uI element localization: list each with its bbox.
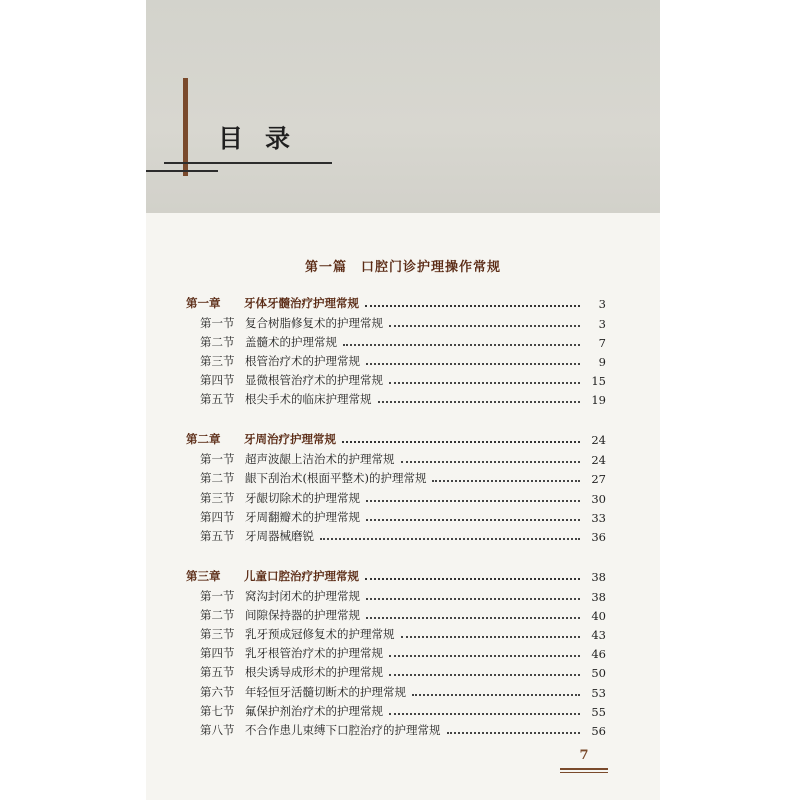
chapter-number: 第一章 bbox=[186, 296, 221, 310]
chapter-title: 牙体牙髓治疗护理常规 bbox=[244, 296, 359, 310]
page-ref: 43 bbox=[591, 628, 606, 642]
page-number-rule bbox=[560, 768, 608, 770]
section-number: 第三节 bbox=[200, 627, 235, 641]
section-title: 氟保护剂治疗术的护理常规 bbox=[245, 704, 383, 718]
chapter-number: 第二章 bbox=[186, 432, 221, 446]
chapter-title: 牙周治疗护理常规 bbox=[244, 432, 336, 446]
section-title: 间隙保持器的护理常规 bbox=[245, 608, 360, 622]
toc-section[interactable] bbox=[200, 606, 606, 623]
dot-leader bbox=[366, 363, 580, 365]
toc-section[interactable] bbox=[200, 333, 606, 350]
dot-leader bbox=[412, 694, 580, 696]
section-number: 第一节 bbox=[200, 452, 235, 466]
page-ref: 55 bbox=[591, 705, 606, 719]
section-number: 第五节 bbox=[200, 529, 235, 543]
toc-title: 目录 bbox=[218, 124, 313, 153]
section-title: 超声波龈上洁治术的护理常规 bbox=[245, 452, 395, 466]
toc-section[interactable] bbox=[200, 352, 606, 369]
page-ref: 15 bbox=[591, 374, 606, 388]
toc-section[interactable] bbox=[200, 587, 606, 604]
toc-section[interactable] bbox=[200, 314, 606, 331]
section-number: 第八节 bbox=[200, 723, 235, 737]
chapter-number: 第三章 bbox=[186, 569, 221, 583]
toc-section[interactable] bbox=[200, 489, 606, 506]
page-ref: 7 bbox=[598, 336, 606, 350]
toc-chapter-3[interactable] bbox=[186, 567, 606, 584]
page-ref: 9 bbox=[598, 355, 606, 369]
dot-leader bbox=[432, 480, 580, 482]
dot-leader bbox=[389, 674, 580, 676]
toc-section[interactable] bbox=[200, 683, 606, 700]
page-ref: 56 bbox=[591, 724, 606, 738]
dot-leader bbox=[365, 305, 580, 307]
section-number: 第二节 bbox=[200, 471, 235, 485]
dot-leader bbox=[366, 500, 580, 502]
page-ref: 30 bbox=[591, 492, 606, 506]
section-number: 第一节 bbox=[200, 316, 235, 330]
section-title: 盖髓术的护理常规 bbox=[245, 335, 337, 349]
section-number: 第二节 bbox=[200, 608, 235, 622]
section-title: 根管治疗术的护理常规 bbox=[245, 354, 360, 368]
toc-section[interactable] bbox=[200, 469, 606, 486]
dot-leader bbox=[366, 598, 580, 600]
section-title: 根尖诱导成形术的护理常规 bbox=[245, 665, 383, 679]
dot-leader bbox=[389, 713, 580, 715]
dot-leader bbox=[389, 325, 580, 327]
page-ref: 40 bbox=[591, 609, 606, 623]
header-band bbox=[146, 0, 660, 213]
section-number: 第四节 bbox=[200, 646, 235, 660]
toc-section[interactable] bbox=[200, 663, 606, 680]
title-rule-short bbox=[146, 170, 218, 172]
section-number: 第五节 bbox=[200, 392, 235, 406]
toc-section[interactable] bbox=[200, 644, 606, 661]
book-page bbox=[146, 0, 660, 800]
dot-leader bbox=[366, 617, 580, 619]
toc-section[interactable] bbox=[200, 702, 606, 719]
toc-chapter-1[interactable] bbox=[186, 294, 606, 311]
section-title: 牙周翻瓣术的护理常规 bbox=[245, 510, 360, 524]
section-title: 根尖手术的临床护理常规 bbox=[245, 392, 372, 406]
section-number: 第六节 bbox=[200, 685, 235, 699]
toc-section[interactable] bbox=[200, 721, 606, 738]
page-ref: 24 bbox=[591, 433, 606, 447]
section-title: 年轻恒牙活髓切断术的护理常规 bbox=[245, 685, 406, 699]
section-title: 显微根管治疗术的护理常规 bbox=[245, 373, 383, 387]
section-title: 不合作患儿束缚下口腔治疗的护理常规 bbox=[245, 723, 441, 737]
part-title: 第一篇 口腔门诊护理操作常规 bbox=[304, 260, 501, 275]
page-number: 7 bbox=[579, 748, 589, 763]
toc-section[interactable] bbox=[200, 508, 606, 525]
toc-section[interactable] bbox=[200, 625, 606, 642]
section-number: 第一节 bbox=[200, 589, 235, 603]
section-number: 第四节 bbox=[200, 373, 235, 387]
section-title: 乳牙根管治疗术的护理常规 bbox=[245, 646, 383, 660]
dot-leader bbox=[389, 382, 580, 384]
chapter-title: 儿童口腔治疗护理常规 bbox=[244, 569, 359, 583]
section-number: 第四节 bbox=[200, 510, 235, 524]
section-number: 第七节 bbox=[200, 704, 235, 718]
section-number: 第二节 bbox=[200, 335, 235, 349]
toc-section[interactable] bbox=[200, 390, 606, 407]
section-title: 乳牙预成冠修复术的护理常规 bbox=[245, 627, 395, 641]
dot-leader bbox=[365, 578, 580, 580]
page-ref: 27 bbox=[591, 472, 606, 486]
page-ref: 38 bbox=[591, 590, 606, 604]
dot-leader bbox=[342, 441, 580, 443]
section-title: 牙周器械磨锐 bbox=[245, 529, 314, 543]
page-ref: 50 bbox=[591, 666, 606, 680]
section-number: 第三节 bbox=[200, 491, 235, 505]
page-ref: 3 bbox=[598, 297, 606, 311]
section-title: 牙龈切除术的护理常规 bbox=[245, 491, 360, 505]
page-number-rule bbox=[560, 772, 608, 773]
page-ref: 38 bbox=[591, 570, 606, 584]
page-ref: 3 bbox=[598, 317, 606, 331]
dot-leader bbox=[389, 655, 580, 657]
dot-leader bbox=[343, 344, 580, 346]
toc-section[interactable] bbox=[200, 450, 606, 467]
dot-leader bbox=[447, 732, 581, 734]
page-ref: 24 bbox=[591, 453, 606, 467]
section-number: 第五节 bbox=[200, 665, 235, 679]
dot-leader bbox=[378, 401, 581, 403]
page-ref: 53 bbox=[591, 686, 606, 700]
page-ref: 33 bbox=[591, 511, 606, 525]
dot-leader bbox=[401, 636, 581, 638]
toc-section[interactable] bbox=[200, 527, 606, 544]
dot-leader bbox=[401, 461, 581, 463]
dot-leader bbox=[366, 519, 580, 521]
section-title: 复合树脂修复术的护理常规 bbox=[245, 316, 383, 330]
page-ref: 46 bbox=[591, 647, 606, 661]
toc-chapter-2[interactable] bbox=[186, 430, 606, 447]
section-title: 窝沟封闭术的护理常规 bbox=[245, 589, 360, 603]
page-ref: 19 bbox=[591, 393, 606, 407]
dot-leader bbox=[320, 538, 580, 540]
toc-section[interactable] bbox=[200, 371, 606, 388]
section-number: 第三节 bbox=[200, 354, 235, 368]
page-ref: 36 bbox=[591, 530, 606, 544]
section-title: 龈下刮治术(根面平整术)的护理常规 bbox=[245, 471, 427, 485]
title-rule-long bbox=[164, 162, 332, 164]
